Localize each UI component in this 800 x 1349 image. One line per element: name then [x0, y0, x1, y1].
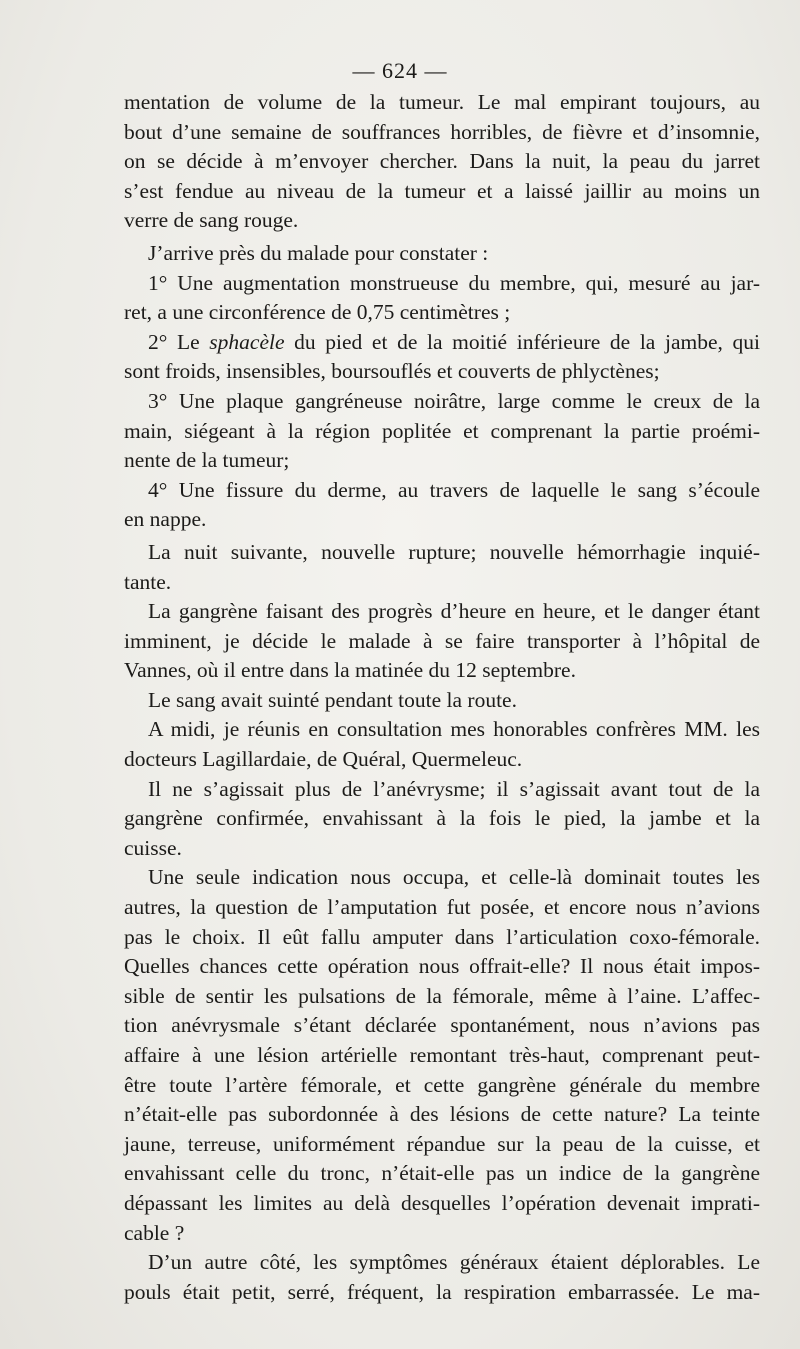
text-line: docteurs Lagillardaie, de Quéral, Quermeleuc.: [124, 747, 523, 772]
text-line: La nuit suivante, nouvelle rupture; nouvelle hémorrhagie inquié-: [148, 539, 760, 564]
text-line: n’était-elle pas subordonnée à des lésions de cette nature? La teinte: [124, 1102, 760, 1127]
text-line: autres, la question de l’amputation fut posée, et encore nous n’avions: [124, 895, 760, 920]
text-line: sible de sentir les pulsations de la fémorale, même à l’aine. L’affec-: [124, 983, 760, 1008]
text-line: D’un autre côté, les symptômes généraux étaient déplorables. Le: [148, 1250, 760, 1275]
text-line: s’est fendue au niveau de la tumeur et a laissé jaillir au moins un: [124, 178, 760, 203]
text-line: imminent, je décide le malade à se faire transporter à l’hôpital de: [124, 628, 760, 653]
text-line: 3° Une plaque gangréneuse noirâtre, large comme le creux de la: [148, 388, 760, 413]
text-line: Le sang avait suinté pendant toute la route.: [148, 687, 517, 712]
text-line: J’arrive près du malade pour constater :: [148, 240, 489, 265]
text-line: A midi, je réunis en consultation mes honorables confrères MM. les: [148, 717, 760, 742]
text-line: dépassant les limites au delà desquelles l’opération devenait imprati-: [124, 1190, 760, 1215]
text-line: on se décide à m’envoyer chercher. Dans la nuit, la peau du jarret: [124, 149, 760, 174]
text-line: envahissant celle du tronc, n’était-elle pas un indice de la gangrène: [124, 1161, 760, 1186]
text-line: 4° Une fissure du derme, au travers de laquelle le sang s’écoule: [148, 477, 760, 502]
text-line: ret, a une circonférence de 0,75 centimètres ;: [124, 300, 511, 325]
text-line: être toute l’artère fémorale, et cette gangrène générale du membre: [124, 1072, 760, 1097]
text-line: tante.: [124, 569, 172, 594]
text-line: gangrène confirmée, envahissant à la fois le pied, la jambe et la: [124, 806, 760, 831]
text-line: La gangrène faisant des progrès d’heure en heure, et le danger étant: [148, 599, 760, 624]
page-number: — 624 —: [352, 58, 448, 83]
text-line: Une seule indication nous occupa, et celle-là dominait toutes les: [148, 865, 760, 890]
text-line: nente de la tumeur;: [124, 448, 290, 473]
text-line: verre de sang rouge.: [124, 208, 299, 233]
text-line: 2° Le sphacèle du pied et de la moitié inférieure de la jambe, qui: [148, 329, 760, 354]
text-line: pouls était petit, serré, fréquent, la respiration embarrassée. Le ma-: [124, 1279, 760, 1304]
text-line: pas le choix. Il eût fallu amputer dans l’articulation coxo-fémorale.: [124, 924, 760, 949]
body-text: [124, 88, 760, 1307]
text-line: Quelles chances cette opération nous offrait-elle? Il nous était impos-: [124, 954, 760, 979]
text-line: 1° Une augmentation monstrueuse du membre, qui, mesuré au jar-: [148, 270, 760, 295]
italic-term: sphacèle: [209, 329, 285, 354]
text-line: mentation de volume de la tumeur. Le mal empirant toujours, au: [124, 90, 760, 114]
text-line: cuisse.: [124, 835, 182, 860]
text-line: cable ?: [124, 1220, 185, 1245]
text-line: affaire à une lésion artérielle remontant très-haut, comprenant peut-: [124, 1043, 760, 1067]
text-line: tion anévrysmale s’étant déclarée spontanément, nous n’avions pas: [124, 1013, 760, 1038]
text-line: main, siégeant à la région poplitée et comprenant la partie proémi-: [124, 418, 760, 443]
text-line: bout d’une semaine de souffrances horribles, de fièvre et d’insomnie,: [124, 119, 760, 144]
text-line: sont froids, insensibles, boursouflés et couverts de phlyctènes;: [124, 359, 660, 384]
text-line: en nappe.: [124, 507, 207, 532]
text-line: Il ne s’agissait plus de l’anévrysme; il s’agissait avant tout de la: [148, 776, 760, 801]
text-line: Vannes, où il entre dans la matinée du 12 septembre.: [124, 658, 576, 683]
text-line: jaune, terreuse, uniformément répandue sur la peau de la cuisse, et: [124, 1131, 760, 1156]
